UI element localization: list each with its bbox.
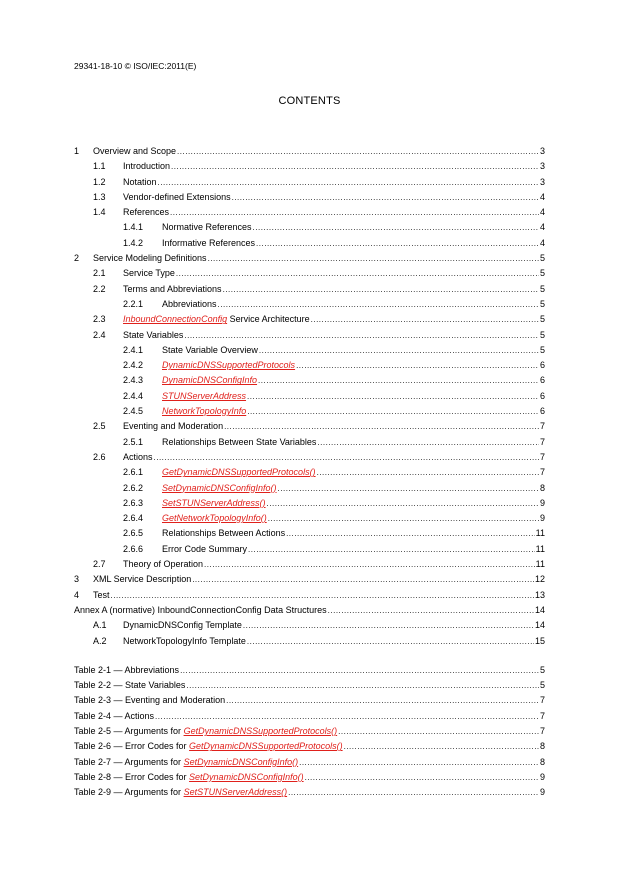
page-number: 5 xyxy=(539,298,545,309)
toc-entry[interactable] xyxy=(74,330,545,345)
toc-entry-title xyxy=(93,574,191,584)
toc-entry-title xyxy=(74,787,287,797)
page-number: 5 xyxy=(539,680,545,691)
toc-entry-title xyxy=(162,345,258,355)
toc-entry-title xyxy=(74,695,225,705)
toc-entry-title xyxy=(162,375,257,385)
dot-leader xyxy=(278,484,539,493)
toc-entry-number: 1 xyxy=(74,146,80,156)
toc-entry-number: 2.4.4 xyxy=(123,390,144,401)
toc-entry-title xyxy=(123,192,231,202)
toc-entry-text: Service Architecture xyxy=(227,314,310,325)
toc-entry-text: Table 2-3 — Eventing and Moderation xyxy=(74,695,226,706)
dot-leader xyxy=(305,773,539,782)
dot-leader xyxy=(218,300,539,309)
dot-leader xyxy=(177,147,539,156)
toc-entry-text: Theory of Operation xyxy=(123,559,204,570)
cross-reference-link[interactable]: GetDynamicDNSSupportedProtocols() xyxy=(189,741,343,752)
toc-entry-text: Normative References xyxy=(162,222,252,233)
toc-entry-text: Service Modeling Definitions xyxy=(93,253,207,264)
toc-entry-title xyxy=(123,161,170,171)
toc-entry-text: Table 2-7 — Arguments for xyxy=(74,756,184,767)
toc-entry[interactable] xyxy=(74,360,545,375)
toc-entry[interactable] xyxy=(74,559,545,574)
toc-entry-number: 2.6.3 xyxy=(123,497,144,508)
toc-entry-text: Table 2-5 — Arguments for xyxy=(74,725,184,736)
dot-leader xyxy=(317,438,539,447)
toc-entry-title xyxy=(162,528,285,538)
toc-entry[interactable] xyxy=(74,314,545,329)
toc-entry[interactable] xyxy=(74,483,545,498)
list-of-tables-entry[interactable] xyxy=(74,665,545,680)
toc-entry-title xyxy=(93,146,176,156)
toc-entry[interactable] xyxy=(74,452,545,467)
page-number: 7 xyxy=(539,695,545,706)
page-number: 8 xyxy=(539,741,545,752)
toc-entry-title xyxy=(123,559,203,569)
cross-reference-link[interactable]: SetDynamicDNSConfigInfo() xyxy=(189,771,304,782)
toc-entry-title xyxy=(74,772,304,782)
toc-entry-text: DynamicDNSConfig Template xyxy=(123,620,242,631)
toc-entry-title xyxy=(123,330,183,340)
cross-reference-link[interactable]: DynamicDNSSupportedProtocols xyxy=(162,360,296,371)
page-number: 7 xyxy=(539,710,545,721)
page-number: 5 xyxy=(539,314,545,325)
toc-entry[interactable] xyxy=(74,299,545,314)
toc-entry[interactable] xyxy=(74,177,545,192)
toc-entry-title xyxy=(162,513,267,523)
list-of-tables-entry[interactable] xyxy=(74,711,545,726)
toc-entry-number: 2.4 xyxy=(93,329,106,340)
toc-entry[interactable] xyxy=(74,544,545,559)
toc-entry-text: Service Type xyxy=(123,268,175,279)
toc-entry-number: 2.6.4 xyxy=(123,513,144,524)
dot-leader xyxy=(232,193,539,202)
toc-entry-title xyxy=(162,299,217,309)
toc-entry-title xyxy=(93,590,110,600)
page-number: 7 xyxy=(539,451,545,462)
toc-entry-text: Test xyxy=(93,589,110,600)
page-number: 11 xyxy=(535,543,545,554)
toc-entry-number: 1.3 xyxy=(93,191,106,202)
toc-entry-title xyxy=(162,222,252,232)
cross-reference-link[interactable]: GetDynamicDNSSupportedProtocols() xyxy=(162,467,316,478)
toc-entry-title xyxy=(74,711,154,721)
toc-entry-title xyxy=(74,665,179,675)
toc-entry[interactable] xyxy=(74,207,545,222)
toc-entry[interactable] xyxy=(74,406,545,421)
page-number: 7 xyxy=(539,421,545,432)
toc-entry-text: Table 2-8 — Error Codes for xyxy=(74,771,190,782)
toc-entry-number: 2.4.2 xyxy=(123,360,144,371)
toc-entry-text: Informative References xyxy=(162,237,256,248)
page-number: 4 xyxy=(539,237,545,248)
dot-leader xyxy=(344,742,539,751)
toc-entry-number: 2.4.1 xyxy=(123,344,144,355)
toc-entry-text: Relationships Between Actions xyxy=(162,528,286,539)
toc-entry[interactable] xyxy=(74,345,545,360)
toc-entry-number: 2.6.2 xyxy=(123,482,144,493)
toc-entry-title xyxy=(162,406,246,416)
toc-entry-text: Table 2-1 — Abbreviations xyxy=(74,664,180,675)
dot-leader xyxy=(184,331,539,340)
toc-entry-text: Table 2-2 — State Variables xyxy=(74,680,186,691)
toc-entry-text: Table 2-4 — Actions xyxy=(74,710,155,721)
cross-reference-link[interactable]: SetDynamicDNSConfigInfo() xyxy=(183,756,299,767)
toc-entry[interactable] xyxy=(74,284,545,299)
dot-leader xyxy=(192,575,534,584)
list-of-tables-entry[interactable] xyxy=(74,695,545,710)
toc-entry[interactable] xyxy=(74,238,545,253)
dot-leader xyxy=(311,315,539,324)
toc-entry-title xyxy=(123,177,157,187)
page-number: 14 xyxy=(534,620,545,631)
toc-entry-text: References xyxy=(123,207,170,218)
cross-reference-link[interactable]: SetSTUNServerAddress() xyxy=(162,497,266,508)
toc-entry-title xyxy=(74,605,327,615)
page-number: 13 xyxy=(534,589,545,600)
toc-entry[interactable] xyxy=(74,498,545,513)
toc-entry-title xyxy=(123,636,246,646)
page-number: 9 xyxy=(539,771,545,782)
cross-reference-link[interactable]: STUNServerAddress xyxy=(162,390,247,401)
toc-entry-title xyxy=(162,498,266,508)
toc-entry-title xyxy=(123,620,242,630)
page-number: 5 xyxy=(539,268,545,279)
toc-entry-text: Eventing and Moderation xyxy=(123,421,224,432)
toc-entry[interactable] xyxy=(74,253,545,268)
toc-entry-number: 1.1 xyxy=(93,161,106,172)
toc-entry-title xyxy=(93,253,207,263)
page-title: CONTENTS xyxy=(278,95,341,107)
toc-entry-number: 1.2 xyxy=(93,176,106,187)
toc-entry-number: 2.2.1 xyxy=(123,298,144,309)
toc-entry-number: 2.6.5 xyxy=(123,528,144,539)
dot-leader xyxy=(258,376,539,385)
toc-entry-number: 2.3 xyxy=(93,314,106,325)
list-of-tables-entry[interactable] xyxy=(74,741,545,756)
toc-entry-title xyxy=(123,207,169,217)
page-number: 6 xyxy=(539,406,545,417)
page-number: 15 xyxy=(534,635,545,646)
toc-entry-number: A.1 xyxy=(93,620,107,631)
dot-leader xyxy=(259,346,539,355)
toc-entry-title xyxy=(162,238,255,248)
page-number: 5 xyxy=(539,344,545,355)
toc-entry[interactable] xyxy=(74,437,545,452)
list-of-tables-entry[interactable] xyxy=(74,680,545,695)
toc-entry-number: 2.1 xyxy=(93,268,106,279)
dot-leader xyxy=(247,392,539,401)
toc-entry-title xyxy=(74,757,298,767)
dot-leader xyxy=(328,606,534,615)
cross-reference-link[interactable]: GetNetworkTopologyInfo() xyxy=(162,513,267,524)
page-number: 6 xyxy=(539,390,545,401)
dot-leader xyxy=(208,254,539,263)
toc-entry-number: A.2 xyxy=(93,635,107,646)
dot-leader xyxy=(256,239,539,248)
toc-entry[interactable] xyxy=(74,222,545,237)
toc-entry[interactable] xyxy=(74,620,545,635)
dot-leader xyxy=(267,499,539,508)
page-number: 4 xyxy=(539,191,545,202)
toc-entry-title xyxy=(74,726,337,736)
toc-entry-text: Table 2-9 — Arguments for xyxy=(74,787,184,798)
toc-entry-title xyxy=(162,360,295,370)
toc-entry-number: 2.6.1 xyxy=(123,467,144,478)
toc-entry[interactable] xyxy=(74,146,545,161)
dot-leader xyxy=(204,560,535,569)
dot-leader xyxy=(286,529,535,538)
toc-entry-text: Terms and Abbreviations xyxy=(123,283,222,294)
toc-entry-number: 2.4.3 xyxy=(123,375,144,386)
page-number: 8 xyxy=(539,756,545,767)
toc-entry-title xyxy=(162,467,316,477)
page-number: 12 xyxy=(534,574,545,585)
toc-entry[interactable] xyxy=(74,528,545,543)
toc-entry-number: 2.5.1 xyxy=(123,436,144,447)
page-number: 5 xyxy=(539,329,545,340)
toc-entry-number: 2.4.5 xyxy=(123,406,144,417)
dot-leader xyxy=(223,285,539,294)
page-number: 11 xyxy=(535,528,545,539)
toc-entry-number: 2.7 xyxy=(93,559,106,570)
dot-leader xyxy=(171,162,539,171)
dot-leader xyxy=(158,178,539,187)
dot-leader xyxy=(155,712,539,721)
page-number: 7 xyxy=(539,467,545,478)
toc-entry-text: Table 2-6 — Error Codes for xyxy=(74,741,190,752)
page-number: 4 xyxy=(539,222,545,233)
toc-entry-text: Notation xyxy=(123,176,157,187)
toc-entry-text: Abbreviations xyxy=(162,298,217,309)
dot-leader xyxy=(170,208,539,217)
toc-entry-text: Introduction xyxy=(123,161,171,172)
toc-entry[interactable] xyxy=(74,605,545,620)
dot-leader xyxy=(247,637,534,646)
dot-leader xyxy=(176,269,539,278)
cross-reference-link[interactable]: SetDynamicDNSConfigInfo() xyxy=(162,482,277,493)
page-number: 6 xyxy=(539,360,545,371)
list-of-tables-entry[interactable] xyxy=(74,787,545,802)
toc-entry[interactable] xyxy=(74,161,545,176)
page-number: 5 xyxy=(539,253,545,264)
section-gap xyxy=(74,651,545,665)
dot-leader xyxy=(186,681,539,690)
toc-entry-text: XML Service Description xyxy=(93,574,192,585)
toc-entry[interactable] xyxy=(74,513,545,528)
dot-leader xyxy=(248,545,535,554)
dot-leader xyxy=(154,453,539,462)
toc-entry-title xyxy=(74,680,185,690)
toc-entry[interactable] xyxy=(74,192,545,207)
page-number: 9 xyxy=(539,513,545,524)
toc-entry-title xyxy=(74,741,343,751)
page-number: 3 xyxy=(539,146,545,156)
toc-entry-number: 2 xyxy=(74,253,80,264)
list-of-tables-entry[interactable] xyxy=(74,726,545,741)
toc-entry-text: Annex A (normative) InboundConnectionConfig Data Structures xyxy=(74,604,327,615)
toc-entry-title xyxy=(162,437,316,447)
page-number: 3 xyxy=(539,161,545,172)
toc-entry-title xyxy=(123,268,175,278)
page-number: 7 xyxy=(539,436,545,447)
toc-entry-title xyxy=(162,391,246,401)
page-number: 6 xyxy=(539,375,545,386)
toc-entry-number: 2.6.6 xyxy=(123,543,144,554)
dot-leader xyxy=(253,223,539,232)
dot-leader xyxy=(288,788,539,797)
toc-entry-number: 1.4.1 xyxy=(123,222,144,233)
toc-entry-number: 2.2 xyxy=(93,283,106,294)
cross-reference-link[interactable]: SetSTUNServerAddress() xyxy=(183,787,288,798)
page-number: 9 xyxy=(539,497,545,508)
toc-entry-number: 1.4 xyxy=(93,207,106,218)
dot-leader xyxy=(111,591,534,600)
dot-leader xyxy=(338,727,539,736)
toc-entry[interactable] xyxy=(74,574,545,589)
document-header: 29341-18-10 © ISO/IEC:2011(E) xyxy=(74,61,197,71)
page-number: 3 xyxy=(539,176,545,187)
cross-reference-link[interactable]: GetDynamicDNSSupportedProtocols() xyxy=(183,725,338,736)
toc-entry-title xyxy=(123,452,153,462)
toc-entry[interactable] xyxy=(74,375,545,390)
toc-entry-text: NetworkTopologyInfo Template xyxy=(123,635,246,646)
toc-entry[interactable] xyxy=(74,421,545,436)
toc-entry-text: Vendor-defined Extensions xyxy=(123,191,231,202)
toc-entry-text: Overview and Scope xyxy=(93,146,177,156)
cross-reference-link[interactable]: InboundConnectionConfig xyxy=(123,314,228,325)
cross-reference-link[interactable]: DynamicDNSConfigInfo xyxy=(162,375,258,386)
toc-entry-number: 4 xyxy=(74,589,80,600)
toc-entry-text: Relationships Between State Variables xyxy=(162,436,317,447)
dot-leader xyxy=(268,514,539,523)
dot-leader xyxy=(317,468,539,477)
toc-entry[interactable] xyxy=(74,391,545,406)
dot-leader xyxy=(226,696,539,705)
page-number: 4 xyxy=(539,207,545,218)
toc-entry-title xyxy=(162,483,277,493)
dot-leader xyxy=(224,422,539,431)
page-number: 5 xyxy=(539,664,545,675)
toc-entry-title xyxy=(123,284,222,294)
dot-leader xyxy=(247,407,539,416)
toc-entry[interactable] xyxy=(74,467,545,482)
toc-entry-text: State Variables xyxy=(123,329,184,340)
toc-entry[interactable] xyxy=(74,268,545,283)
dot-leader xyxy=(243,621,534,630)
toc-entry-text: Error Code Summary xyxy=(162,543,248,554)
page-number: 11 xyxy=(535,559,545,570)
toc-entry[interactable] xyxy=(74,636,545,651)
dot-leader xyxy=(180,666,539,675)
toc-entry-number: 2.6 xyxy=(93,451,106,462)
toc-entry-text: State Variable Overview xyxy=(162,344,258,355)
page-number: 5 xyxy=(539,283,545,294)
list-of-tables-entry[interactable] xyxy=(74,772,545,787)
table-of-contents xyxy=(74,146,545,802)
toc-entry-number: 3 xyxy=(74,574,80,585)
page-number: 7 xyxy=(539,725,545,736)
page-number: 8 xyxy=(539,482,545,493)
list-of-tables-entry[interactable] xyxy=(74,757,545,772)
page-number: 14 xyxy=(534,604,545,615)
toc-entry-title xyxy=(123,421,223,431)
cross-reference-link[interactable]: NetworkTopologyInfo xyxy=(162,406,247,417)
toc-entry-number: 2.5 xyxy=(93,421,106,432)
toc-entry-text: Actions xyxy=(123,451,153,462)
dot-leader xyxy=(299,758,539,767)
dot-leader xyxy=(296,361,539,370)
toc-entry-title xyxy=(162,544,247,554)
toc-entry[interactable] xyxy=(74,590,545,605)
page-number: 9 xyxy=(539,787,545,798)
toc-entry-title xyxy=(123,314,310,324)
toc-entry-number: 1.4.2 xyxy=(123,237,144,248)
